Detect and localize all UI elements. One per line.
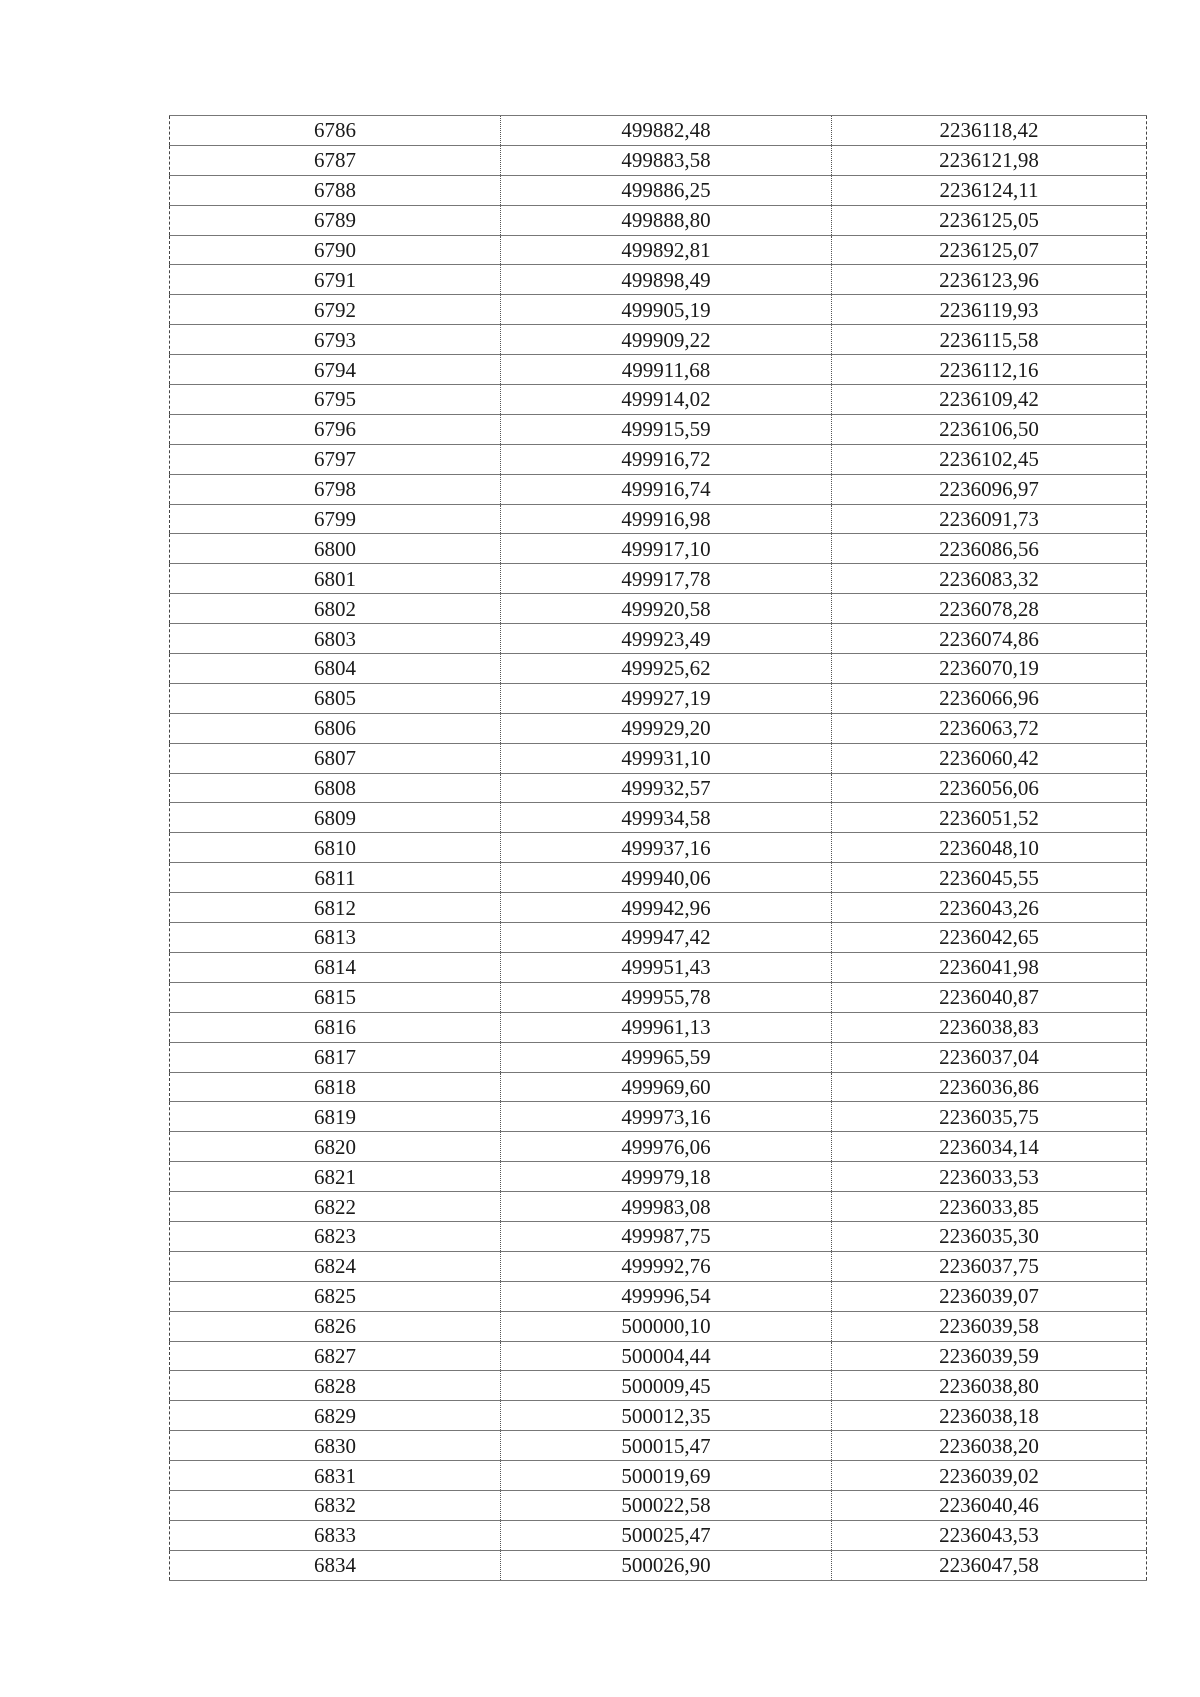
table-row xyxy=(170,1281,1147,1311)
x-coordinate-cell: 500019,69 xyxy=(501,1461,832,1491)
x-coordinate-cell: 499976,06 xyxy=(501,1132,832,1162)
y-coordinate-cell: 2236040,87 xyxy=(832,982,1147,1012)
point-number-cell: 6795 xyxy=(170,385,501,415)
x-coordinate-cell: 499915,59 xyxy=(501,414,832,444)
point-number-cell: 6830 xyxy=(170,1431,501,1461)
point-number-cell: 6829 xyxy=(170,1401,501,1431)
x-coordinate-cell: 499916,98 xyxy=(501,504,832,534)
point-number-cell: 6787 xyxy=(170,145,501,175)
table-row xyxy=(170,1550,1147,1580)
point-number-cell: 6805 xyxy=(170,683,501,713)
y-coordinate-cell: 2236083,32 xyxy=(832,564,1147,594)
x-coordinate-cell: 500009,45 xyxy=(501,1371,832,1401)
table-row xyxy=(170,803,1147,833)
y-coordinate-cell: 2236045,55 xyxy=(832,863,1147,893)
table-row xyxy=(170,355,1147,385)
point-number-cell: 6807 xyxy=(170,743,501,773)
y-coordinate-cell: 2236106,50 xyxy=(832,414,1147,444)
y-coordinate-cell: 2236102,45 xyxy=(832,444,1147,474)
table-row xyxy=(170,385,1147,415)
table-row xyxy=(170,833,1147,863)
y-coordinate-cell: 2236039,07 xyxy=(832,1281,1147,1311)
x-coordinate-cell: 499882,48 xyxy=(501,116,832,146)
x-coordinate-cell: 499917,78 xyxy=(501,564,832,594)
y-coordinate-cell: 2236033,85 xyxy=(832,1192,1147,1222)
point-number-cell: 6826 xyxy=(170,1311,501,1341)
point-number-cell: 6819 xyxy=(170,1102,501,1132)
table-row xyxy=(170,683,1147,713)
table-row xyxy=(170,116,1147,146)
x-coordinate-cell: 500026,90 xyxy=(501,1550,832,1580)
point-number-cell: 6812 xyxy=(170,893,501,923)
x-coordinate-cell: 499996,54 xyxy=(501,1281,832,1311)
table-row xyxy=(170,1162,1147,1192)
y-coordinate-cell: 2236124,11 xyxy=(832,175,1147,205)
table-row xyxy=(170,1072,1147,1102)
x-coordinate-cell: 499927,19 xyxy=(501,683,832,713)
x-coordinate-cell: 500022,58 xyxy=(501,1490,832,1520)
y-coordinate-cell: 2236123,96 xyxy=(832,265,1147,295)
y-coordinate-cell: 2236066,96 xyxy=(832,683,1147,713)
point-number-cell: 6809 xyxy=(170,803,501,833)
point-number-cell: 6816 xyxy=(170,1012,501,1042)
y-coordinate-cell: 2236038,18 xyxy=(832,1401,1147,1431)
x-coordinate-cell: 499932,57 xyxy=(501,773,832,803)
y-coordinate-cell: 2236051,52 xyxy=(832,803,1147,833)
x-coordinate-cell: 499905,19 xyxy=(501,295,832,325)
y-coordinate-cell: 2236125,05 xyxy=(832,205,1147,235)
point-number-cell: 6801 xyxy=(170,564,501,594)
point-number-cell: 6823 xyxy=(170,1221,501,1251)
y-coordinate-cell: 2236039,58 xyxy=(832,1311,1147,1341)
point-number-cell: 6814 xyxy=(170,952,501,982)
y-coordinate-cell: 2236109,42 xyxy=(832,385,1147,415)
x-coordinate-cell: 500025,47 xyxy=(501,1520,832,1550)
x-coordinate-cell: 499883,58 xyxy=(501,145,832,175)
table-row xyxy=(170,1520,1147,1550)
point-number-cell: 6796 xyxy=(170,414,501,444)
y-coordinate-cell: 2236112,16 xyxy=(832,355,1147,385)
y-coordinate-cell: 2236121,98 xyxy=(832,145,1147,175)
point-number-cell: 6808 xyxy=(170,773,501,803)
table-row xyxy=(170,295,1147,325)
table-row xyxy=(170,1192,1147,1222)
y-coordinate-cell: 2236118,42 xyxy=(832,116,1147,146)
table-row xyxy=(170,1012,1147,1042)
x-coordinate-cell: 499937,16 xyxy=(501,833,832,863)
y-coordinate-cell: 2236036,86 xyxy=(832,1072,1147,1102)
table-row xyxy=(170,1221,1147,1251)
table-row xyxy=(170,893,1147,923)
x-coordinate-cell: 499955,78 xyxy=(501,982,832,1012)
point-number-cell: 6806 xyxy=(170,713,501,743)
y-coordinate-cell: 2236056,06 xyxy=(832,773,1147,803)
table-row xyxy=(170,1341,1147,1371)
table-row xyxy=(170,534,1147,564)
table-row xyxy=(170,1251,1147,1281)
table-row xyxy=(170,444,1147,474)
table-row xyxy=(170,1401,1147,1431)
y-coordinate-cell: 2236038,20 xyxy=(832,1431,1147,1461)
point-number-cell: 6792 xyxy=(170,295,501,325)
table-row xyxy=(170,504,1147,534)
x-coordinate-cell: 499914,02 xyxy=(501,385,832,415)
point-number-cell: 6815 xyxy=(170,982,501,1012)
table-row xyxy=(170,1042,1147,1072)
y-coordinate-cell: 2236074,86 xyxy=(832,624,1147,654)
y-coordinate-cell: 2236033,53 xyxy=(832,1162,1147,1192)
x-coordinate-cell: 499909,22 xyxy=(501,325,832,355)
point-number-cell: 6832 xyxy=(170,1490,501,1520)
x-coordinate-cell: 499992,76 xyxy=(501,1251,832,1281)
table-row xyxy=(170,1371,1147,1401)
x-coordinate-cell: 499923,49 xyxy=(501,624,832,654)
table-row xyxy=(170,773,1147,803)
point-number-cell: 6828 xyxy=(170,1371,501,1401)
table-row xyxy=(170,863,1147,893)
x-coordinate-cell: 499942,96 xyxy=(501,893,832,923)
point-number-cell: 6824 xyxy=(170,1251,501,1281)
table-row xyxy=(170,1490,1147,1520)
table-row xyxy=(170,474,1147,504)
table-row xyxy=(170,265,1147,295)
point-number-cell: 6791 xyxy=(170,265,501,295)
x-coordinate-cell: 499947,42 xyxy=(501,923,832,953)
point-number-cell: 6793 xyxy=(170,325,501,355)
point-number-cell: 6788 xyxy=(170,175,501,205)
point-number-cell: 6794 xyxy=(170,355,501,385)
table-row xyxy=(170,594,1147,624)
y-coordinate-cell: 2236038,83 xyxy=(832,1012,1147,1042)
table-row xyxy=(170,235,1147,265)
point-number-cell: 6804 xyxy=(170,654,501,684)
point-number-cell: 6820 xyxy=(170,1132,501,1162)
point-number-cell: 6813 xyxy=(170,923,501,953)
x-coordinate-cell: 499951,43 xyxy=(501,952,832,982)
x-coordinate-cell: 499969,60 xyxy=(501,1072,832,1102)
table-row xyxy=(170,1461,1147,1491)
table-row xyxy=(170,325,1147,355)
x-coordinate-cell: 499925,62 xyxy=(501,654,832,684)
y-coordinate-cell: 2236048,10 xyxy=(832,833,1147,863)
y-coordinate-cell: 2236047,58 xyxy=(832,1550,1147,1580)
point-number-cell: 6803 xyxy=(170,624,501,654)
x-coordinate-cell: 500004,44 xyxy=(501,1341,832,1371)
point-number-cell: 6825 xyxy=(170,1281,501,1311)
x-coordinate-cell: 500000,10 xyxy=(501,1311,832,1341)
y-coordinate-cell: 2236041,98 xyxy=(832,952,1147,982)
y-coordinate-cell: 2236034,14 xyxy=(832,1132,1147,1162)
table-row xyxy=(170,145,1147,175)
point-number-cell: 6821 xyxy=(170,1162,501,1192)
point-number-cell: 6833 xyxy=(170,1520,501,1550)
y-coordinate-cell: 2236125,07 xyxy=(832,235,1147,265)
table-row xyxy=(170,1102,1147,1132)
table-row xyxy=(170,713,1147,743)
y-coordinate-cell: 2236043,53 xyxy=(832,1520,1147,1550)
point-number-cell: 6818 xyxy=(170,1072,501,1102)
table-row xyxy=(170,564,1147,594)
point-number-cell: 6800 xyxy=(170,534,501,564)
y-coordinate-cell: 2236086,56 xyxy=(832,534,1147,564)
table-row xyxy=(170,654,1147,684)
x-coordinate-cell: 499973,16 xyxy=(501,1102,832,1132)
table-row xyxy=(170,982,1147,1012)
x-coordinate-cell: 499916,72 xyxy=(501,444,832,474)
table-row xyxy=(170,624,1147,654)
x-coordinate-cell: 499892,81 xyxy=(501,235,832,265)
y-coordinate-cell: 2236039,02 xyxy=(832,1461,1147,1491)
point-number-cell: 6810 xyxy=(170,833,501,863)
x-coordinate-cell: 499917,10 xyxy=(501,534,832,564)
point-number-cell: 6827 xyxy=(170,1341,501,1371)
x-coordinate-cell: 499886,25 xyxy=(501,175,832,205)
table-row xyxy=(170,743,1147,773)
x-coordinate-cell: 499934,58 xyxy=(501,803,832,833)
y-coordinate-cell: 2236037,04 xyxy=(832,1042,1147,1072)
point-number-cell: 6786 xyxy=(170,116,501,146)
x-coordinate-cell: 499965,59 xyxy=(501,1042,832,1072)
x-coordinate-cell: 499898,49 xyxy=(501,265,832,295)
point-number-cell: 6811 xyxy=(170,863,501,893)
point-number-cell: 6802 xyxy=(170,594,501,624)
table-row xyxy=(170,414,1147,444)
table-row xyxy=(170,923,1147,953)
y-coordinate-cell: 2236040,46 xyxy=(832,1490,1147,1520)
point-number-cell: 6797 xyxy=(170,444,501,474)
x-coordinate-cell: 499987,75 xyxy=(501,1221,832,1251)
coordinates-table-body xyxy=(170,116,1147,1581)
point-number-cell: 6834 xyxy=(170,1550,501,1580)
point-number-cell: 6831 xyxy=(170,1461,501,1491)
x-coordinate-cell: 499979,18 xyxy=(501,1162,832,1192)
x-coordinate-cell: 499911,68 xyxy=(501,355,832,385)
point-number-cell: 6822 xyxy=(170,1192,501,1222)
table-row xyxy=(170,205,1147,235)
y-coordinate-cell: 2236043,26 xyxy=(832,893,1147,923)
x-coordinate-cell: 499961,13 xyxy=(501,1012,832,1042)
y-coordinate-cell: 2236070,19 xyxy=(832,654,1147,684)
y-coordinate-cell: 2236063,72 xyxy=(832,713,1147,743)
y-coordinate-cell: 2236037,75 xyxy=(832,1251,1147,1281)
y-coordinate-cell: 2236119,93 xyxy=(832,295,1147,325)
x-coordinate-cell: 499929,20 xyxy=(501,713,832,743)
x-coordinate-cell: 499983,08 xyxy=(501,1192,832,1222)
x-coordinate-cell: 499940,06 xyxy=(501,863,832,893)
table-row xyxy=(170,175,1147,205)
coordinates-table xyxy=(169,115,1147,1581)
x-coordinate-cell: 499916,74 xyxy=(501,474,832,504)
point-number-cell: 6817 xyxy=(170,1042,501,1072)
y-coordinate-cell: 2236035,30 xyxy=(832,1221,1147,1251)
y-coordinate-cell: 2236038,80 xyxy=(832,1371,1147,1401)
y-coordinate-cell: 2236042,65 xyxy=(832,923,1147,953)
x-coordinate-cell: 500012,35 xyxy=(501,1401,832,1431)
x-coordinate-cell: 499888,80 xyxy=(501,205,832,235)
x-coordinate-cell: 499920,58 xyxy=(501,594,832,624)
table-row xyxy=(170,1431,1147,1461)
table-row xyxy=(170,1311,1147,1341)
point-number-cell: 6790 xyxy=(170,235,501,265)
x-coordinate-cell: 499931,10 xyxy=(501,743,832,773)
y-coordinate-cell: 2236039,59 xyxy=(832,1341,1147,1371)
point-number-cell: 6798 xyxy=(170,474,501,504)
y-coordinate-cell: 2236096,97 xyxy=(832,474,1147,504)
y-coordinate-cell: 2236060,42 xyxy=(832,743,1147,773)
y-coordinate-cell: 2236091,73 xyxy=(832,504,1147,534)
y-coordinate-cell: 2236078,28 xyxy=(832,594,1147,624)
y-coordinate-cell: 2236115,58 xyxy=(832,325,1147,355)
y-coordinate-cell: 2236035,75 xyxy=(832,1102,1147,1132)
table-row xyxy=(170,952,1147,982)
point-number-cell: 6799 xyxy=(170,504,501,534)
point-number-cell: 6789 xyxy=(170,205,501,235)
x-coordinate-cell: 500015,47 xyxy=(501,1431,832,1461)
table-row xyxy=(170,1132,1147,1162)
